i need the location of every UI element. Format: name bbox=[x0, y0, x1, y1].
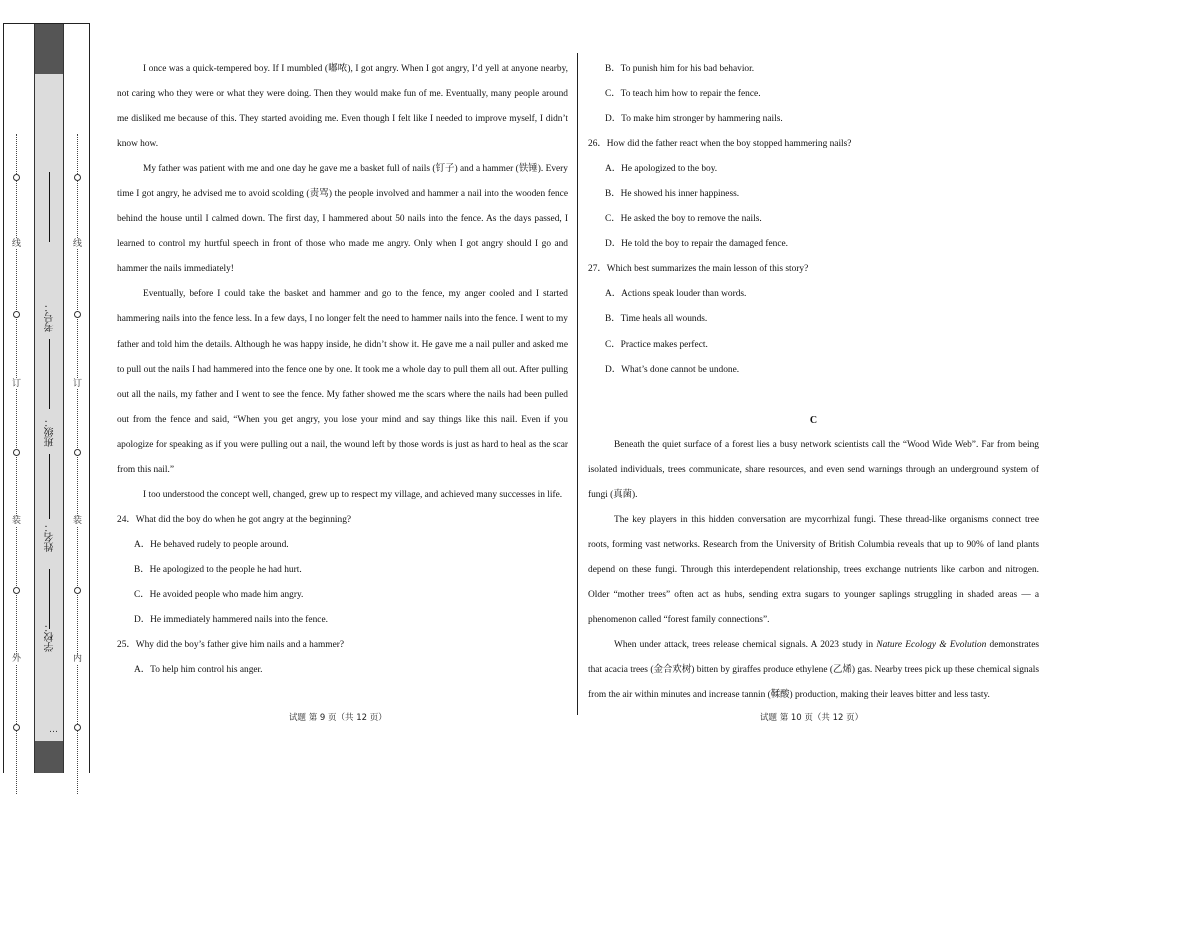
passage-c-p3-end: demonstrates that acacia trees (金合欢树) bitten by giraffes produce ethylene (乙烯) gas. Nearby trees pick up these chemical signals from the air within minutes and increase tannin (鞣酸) production, making their leaves bitter and less tasty. bbox=[588, 640, 1040, 701]
band-cap-top bbox=[35, 24, 63, 74]
question-26-stem: 26．How did the father react when the boy stopped hammering nails? bbox=[588, 139, 852, 150]
info-line bbox=[49, 172, 50, 242]
passage-c-paragraph-1: Beneath the quiet surface of a forest lies a busy network scientists call the “Wood Wide Web”. Far from being isolated individuals, trees communicate, share resources, and even send warnings through an underground system of fungi (真菌). bbox=[588, 439, 1039, 500]
cut-mark-ding: 订 bbox=[73, 379, 83, 389]
question-24-option-b: B．He apologized to the people he had hurt. bbox=[134, 564, 302, 575]
cut-circle bbox=[74, 449, 81, 456]
question-27-option-c: C．Practice makes perfect. bbox=[605, 339, 708, 350]
section-c-heading: C bbox=[809, 414, 818, 426]
passage-c-paragraph-2: The key players in this hidden conversation are mycorrhizal fungi. These thread-like organisms connect tree roots, forming vast networks. Research from the University of British Columbia reveals that up to 90% of land plants depend on these fungi. Through this interdependent relationship, trees exchange nutrients like carbon and nitrogen. Older “mother trees” often act as hubs, sending extra sugars to younger saplings struggling in shaded areas — a phenomenon called “forest family connections”. bbox=[588, 514, 1039, 625]
cut-circle bbox=[13, 311, 20, 318]
question-25-option-d: D．To make him stronger by hammering nails. bbox=[605, 114, 783, 125]
info-line bbox=[49, 339, 50, 409]
class-label: 班级： bbox=[45, 417, 56, 447]
question-24-option-c: C．He avoided people who made him angry. bbox=[134, 589, 304, 600]
question-24-option-d: D．He immediately hammered nails into the fence. bbox=[134, 615, 328, 626]
cut-circle bbox=[74, 724, 81, 731]
question-25-stem: 25．Why did the boy’s father give him nails and a hammer? bbox=[117, 640, 345, 651]
cut-circle bbox=[13, 449, 20, 456]
name-label: 姓名： bbox=[45, 522, 56, 552]
column-divider bbox=[577, 53, 578, 715]
passage-c-paragraph-3 bbox=[588, 633, 1039, 708]
student-info-band bbox=[34, 24, 64, 773]
page-9-footer: 试题 第 9 页（共 12 页） bbox=[289, 713, 387, 723]
dots: … bbox=[49, 725, 58, 735]
question-26-option-d: D．He told the boy to repair the damaged fence. bbox=[605, 239, 789, 250]
page-10-column bbox=[588, 57, 1039, 708]
page-9-column bbox=[117, 57, 568, 683]
passage-c-p3-start: When under attack, trees release chemical signals. A 2023 study in bbox=[614, 640, 877, 651]
journal-title: Nature Ecology & Evolution bbox=[876, 640, 987, 651]
passage-b-paragraph-2: My father was patient with me and one day he gave me a basket full of nails (钉子) and a hammer (铁锤). Every time I got angry, he advised me to avoid scolding (责骂) the people involved and hammer a nail into the wooden fence behind the house until I calmed down. The first day, I hammered about 50 nails into the fence. As the days passed, I learned to control my hurtful speech in front of those who made me angry. Only when I got angry should I go and hammer the nails immediately! bbox=[117, 164, 568, 275]
question-25-option-a: A．To help him control his anger. bbox=[134, 665, 263, 676]
school-label: 学校： bbox=[45, 622, 56, 652]
question-25-option-b: B．To punish him for his bad behavior. bbox=[605, 64, 755, 74]
question-26-option-a: A．He apologized to the boy. bbox=[605, 164, 718, 175]
cut-mark-nei: 内 bbox=[73, 654, 83, 664]
info-line bbox=[49, 569, 50, 629]
cut-mark-zhuang: 装 bbox=[12, 516, 22, 526]
page-10-footer: 试题 第 10 页（共 12 页） bbox=[760, 713, 864, 723]
cut-mark-xian: 线 bbox=[73, 239, 83, 249]
question-27-option-b: B．Time heals all wounds. bbox=[605, 314, 708, 325]
question-27-option-d: D．What’s done cannot be undone. bbox=[605, 364, 740, 375]
cut-mark-xian: 线 bbox=[12, 239, 22, 249]
cut-circle bbox=[74, 311, 81, 318]
passage-b-paragraph-1: I once was a quick-tempered boy. If I mumbled (嘟哝), I got angry. When I got angry, I’d yell at anyone nearby, not caring who they were or what they were doing. Then they would make fun of me. Eventually, many people around me disliked me because of this. They started avoiding me. Even though I felt like I needed to improve myself, I didn’t know how. bbox=[117, 64, 568, 150]
question-27-option-a: A．Actions speak louder than words. bbox=[605, 289, 747, 300]
question-27-stem: 27．Which best summarizes the main lesson of this story? bbox=[588, 264, 809, 275]
cut-circle bbox=[13, 587, 20, 594]
passage-b-paragraph-3: Eventually, before I could take the basket and hammer and go to the fence, my anger cooled and I started hammering nails into the fence less. In a few days, I no longer felt the need to hammer nails into the fence. I went to my father and told him the details. Although he was happy inside, he didn’t show it. He gave me a nail puller and asked me to pull out the nails I had hammered into the fence one by one. It took me a whole day to pull them all out. After pulling out all the nails, my father and I went to see the fence. My father showed me the scars where the nails had been pulled out from the fence and said, “When you get angry, you lose your mind and say things like this nail. Even if you apologize for speaking as if you were pulling out a nail, the wound left by those words is just as hard to heal as the scar from this nail.” bbox=[117, 289, 568, 475]
band-cap-bottom bbox=[35, 741, 63, 773]
passage-b-paragraph-4: I too understood the concept well, changed, grew up to respect my village, and achieved many successes in life. bbox=[143, 489, 563, 500]
id-label: 考号： bbox=[45, 302, 56, 332]
cut-circle bbox=[74, 587, 81, 594]
question-24-option-a: A．He behaved rudely to people around. bbox=[134, 539, 289, 550]
outer-cut-line bbox=[16, 134, 17, 794]
cut-mark-wai: 外 bbox=[12, 654, 22, 664]
question-26-option-b: B．He showed his inner happiness. bbox=[605, 189, 740, 200]
binding-strip bbox=[3, 23, 90, 773]
question-26-option-c: C．He asked the boy to remove the nails. bbox=[605, 214, 762, 225]
cut-mark-ding: 订 bbox=[12, 379, 22, 389]
info-line bbox=[49, 454, 50, 519]
cut-circle bbox=[13, 174, 20, 181]
cut-circle bbox=[74, 174, 81, 181]
question-24-stem: 24．What did the boy do when he got angry at the beginning? bbox=[117, 514, 352, 525]
cut-circle bbox=[13, 724, 20, 731]
question-25-option-c: C．To teach him how to repair the fence. bbox=[605, 89, 761, 100]
cut-mark-zhuang: 装 bbox=[73, 516, 83, 526]
inner-cut-line bbox=[77, 134, 78, 794]
